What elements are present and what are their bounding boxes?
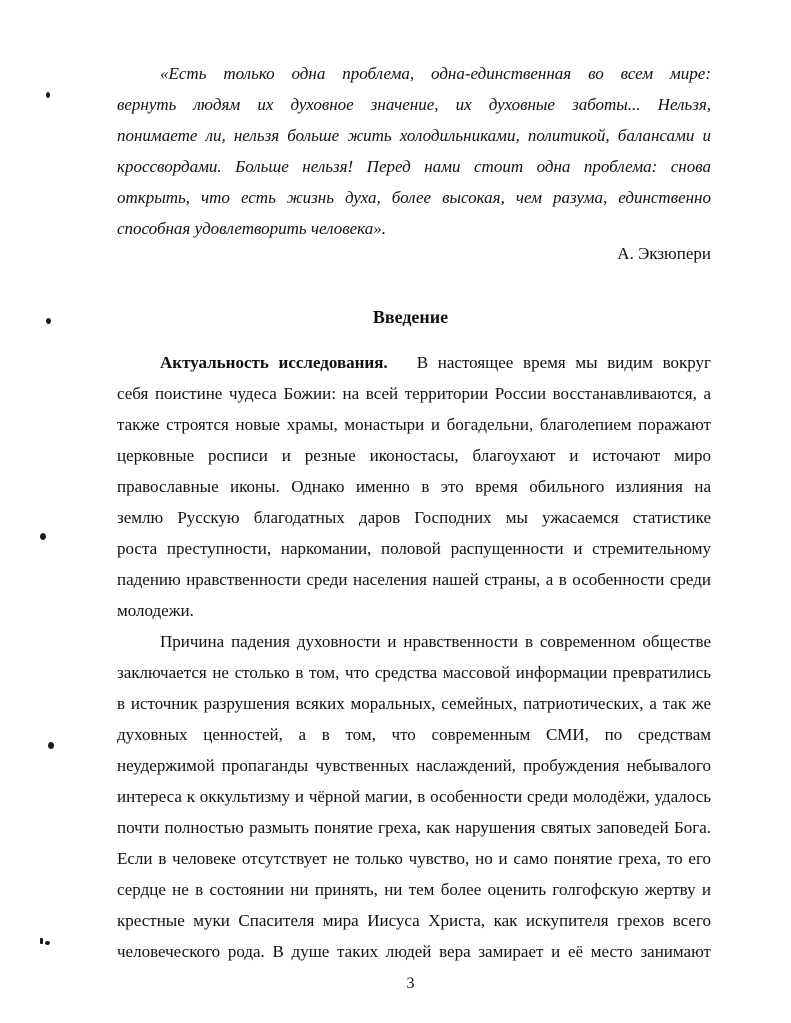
section-heading: Введение xyxy=(372,307,449,327)
paragraph-line: почти полностью размыть понятие греха, как нарушения святых заповедей Бога. xyxy=(117,818,711,837)
epigraph-line: «Есть только одна проблема, одна-единственная во всем мире: xyxy=(160,64,711,83)
paragraph-line: землю Русскую благодатных даров Господних мы ужасаемся статистике xyxy=(117,508,711,527)
epigraph-line: кроссвордами. Больше нельзя! Перед нами стоит одна проблема: снова xyxy=(117,157,711,176)
paragraph-line: роста преступности, наркомании, половой распущенности и стремительному xyxy=(117,539,711,558)
relevance-lead: Актуальность исследования. xyxy=(160,353,388,372)
paragraph-line xyxy=(160,353,711,373)
paragraph-line: человеческого рода. В душе таких людей вера замирает и её место занимают xyxy=(117,942,711,961)
paragraph-line: церковные росписи и резные иконостасы, благоухают и источают миро xyxy=(117,446,711,465)
paragraph-line: крестные муки Спасителя мира Иисуса Христа, как искупителя грехов всего xyxy=(117,911,711,930)
paragraph-line: себя поистине чудеса Божии: на всей территории России восстанавливаются, а xyxy=(117,384,711,403)
epigraph-line: способная удовлетворить человека». xyxy=(117,219,386,238)
paragraph-line: заключается не столько в том, что средства массовой информации превратились xyxy=(117,663,711,682)
paragraph-line: сердце не в состоянии ни принять, ни тем более оценить голгофскую жертву и xyxy=(117,880,711,899)
epigraph-line: понимаете ли, нельзя больше жить холодильниками, политикой, балансами и xyxy=(117,126,711,145)
epigraph-line: вернуть людям их духовное значение, их духовные заботы... Нельзя, xyxy=(117,95,711,114)
paragraph-line: также строятся новые храмы, монастыри и богадельни, благолепием поражают xyxy=(117,415,711,434)
scan-speck xyxy=(46,92,50,98)
epigraph-line: открыть, что есть жизнь духа, более высокая, чем разума, единственно xyxy=(117,188,711,207)
scan-speck xyxy=(40,938,43,944)
paragraph-line: интереса к оккультизму и чёрной магии, в особенности среди молодёжи, удалось xyxy=(117,787,711,806)
scan-speck xyxy=(45,941,50,945)
paragraph-line: падению нравственности среди населения нашей страны, а в особенности среди xyxy=(117,570,711,589)
paragraph-line: Причина падения духовности и нравственности в современном обществе xyxy=(160,632,711,651)
paragraph-line: Если в человеке отсутствует не только чувство, но и само понятие греха, то его xyxy=(117,849,711,868)
page-number: 3 xyxy=(406,975,415,992)
paragraph-line: духовных ценностей, а в том, что современным СМИ, по средствам xyxy=(117,725,711,744)
epigraph-author: А. Экзюпери xyxy=(617,244,711,263)
scan-speck xyxy=(40,533,46,540)
paragraph-line-text: В настоящее время мы видим вокруг xyxy=(416,353,711,372)
scan-speck xyxy=(48,742,54,749)
paragraph-line: в источник разрушения всяких моральных, семейных, патриотических, а так же xyxy=(117,694,711,713)
paragraph-line: неудержимой пропаганды чувственных наслаждений, пробуждения небывалого xyxy=(117,756,711,775)
paragraph-line: православные иконы. Однако именно в это время обильного излияния на xyxy=(117,477,711,496)
paragraph-line: молодежи. xyxy=(117,601,194,620)
